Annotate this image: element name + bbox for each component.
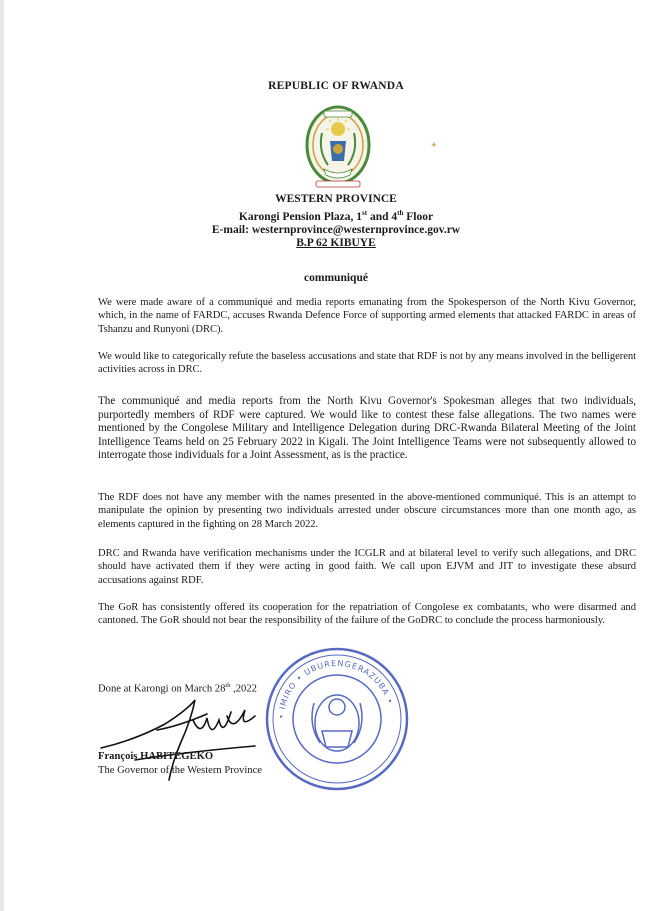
signer-title: The Governor of the Western Province [98,765,262,776]
province-name: WESTERN PROVINCE [275,193,397,205]
po-box: B.P 62 KIBUYE [296,237,376,250]
paragraph-5: DRC and Rwanda have verification mechanisms under the ICGLR and at bilateral level to verify such allegations, and DRC should have activated them if they were acting in good faith. We call upon EJVM and JIT to investigate these absurd accusations against RDF. [98,548,636,586]
paragraph-4: The RDF does not have any member with the names presented in the above-mentioned communiqué. This is an attempt to manipulate the opinion by presenting two individuals arrested under obscure circumstances more than one month ago, as elements captured in the fighting on 28 March 2022. [98,492,636,530]
place-date-line: Done at Karongi on March 28th ,2022 [98,682,257,695]
address-block [0,193,672,251]
page-edge-shadow [0,0,4,911]
paragraph-3: The communiqué and media reports from the North Kivu Governor's Spokesman alleges that two individuals, purportedly members of RDF were captured. We would like to contest these false allegations. The two names were mentioned by the Congolese Military and Intelligence Delegation during DRC-Rwanda Bilateral Meeting of the Joint Intelligence Teams held on 25 February 2022 in Kigali. The Joint Intelligence Teams were not subsequently allowed to interrogate those individuals for a Joint Assessment, as is the practice. [98,395,636,462]
decorative-mark-icon: ✦ [430,140,438,150]
signer-name: François HABITEGEKO [98,751,214,762]
paragraph-6: The GoR has consistently offered its cooperation for the repatriation of Congolese ex combatants, who were disarmed and cantoned. The GoR should not bear the responsibility of the failure of the GoDRC to conclude the process harmoniously. [98,602,636,627]
office-location: Karongi Pension Plaza, 1st and 4th Floor [238,208,434,223]
email-address: E-mail: westernprovince@westernprovince.gov.rw [211,223,461,236]
rwanda-coat-of-arms-icon [304,103,372,193]
svg-text:• IMIRO • UBURENGERAZUBA •: • IMIRO • UBURENGERAZUBA • [276,658,395,720]
country-heading: REPUBLIC OF RWANDA [268,80,404,92]
paragraph-1: We were made aware of a communiqué and media reports emanating from the Spokesperson of the North Kivu Governor, which, in the name of FARDC, accuses Rwanda Defence Force of supporting armed elements that attacked FARDC in areas of Tshanzu and Runyoni (DRC). [98,297,636,335]
paragraph-2: We would like to categorically refute the baseless accusations and state that RDF is not by any means involved in the belligerent activities across in DRC. [98,351,636,376]
document-title: communiqué [304,272,368,284]
